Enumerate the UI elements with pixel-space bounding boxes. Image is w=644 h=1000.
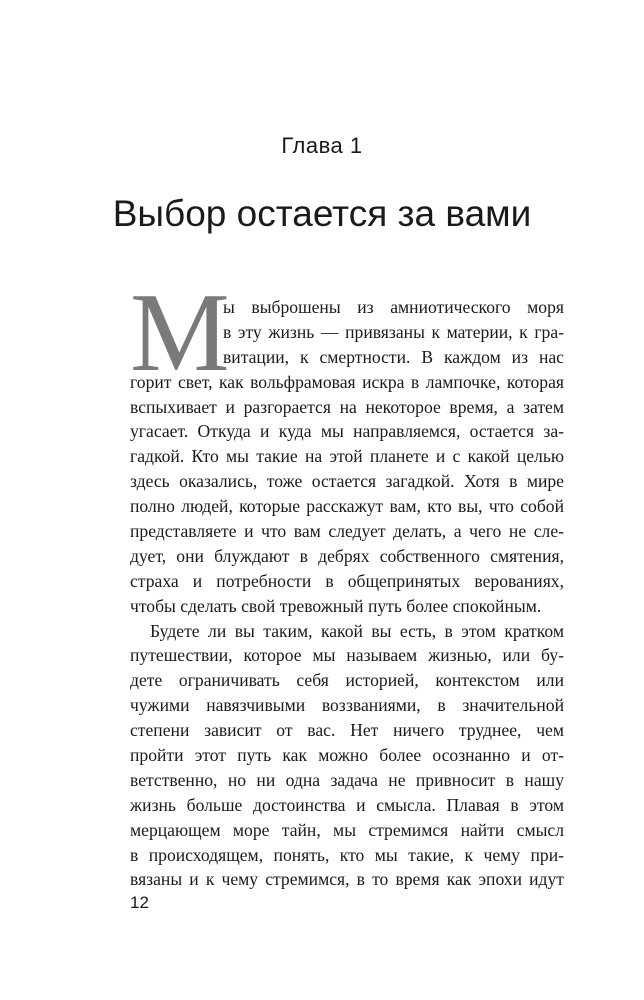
- paragraph-2: [130, 619, 564, 893]
- text-line: в эту жизнь — привязаны к материи, к гра-: [223, 321, 564, 342]
- chapter-label: Глава 1: [281, 133, 363, 158]
- text-line: в происходящем, понять, кто мы такие, к чему при-: [130, 844, 564, 865]
- chapter-title: Выбор остается за вами: [112, 193, 532, 234]
- drop-cap: М: [130, 271, 230, 395]
- page-number: 12: [130, 893, 149, 912]
- text-line: пройти этот путь как можно более осознанно и от-: [130, 745, 564, 766]
- text-line: чтобы сделать свой тревожный путь более спокойным.: [130, 595, 542, 616]
- text-line: страха и потребности в общепринятых верованиях,: [130, 570, 564, 591]
- text-line: представляете и что вам следует делать, а чего не сле-: [130, 521, 564, 542]
- body-text: [130, 271, 564, 892]
- text-line: жизнь больше достоинства и смысла. Плавая в этом: [130, 794, 564, 815]
- text-line: ы выброшены из амниотического моря: [223, 297, 564, 317]
- text-line: ветственно, но ни одна задача не привносит в нашу: [130, 769, 564, 790]
- text-line: горит свет, как вольфрамовая искра в лампочке, которая: [130, 371, 564, 392]
- text-line: мерцающем море тайн, мы стремимся найти смысл: [130, 819, 564, 840]
- text-line: полно людей, которые расскажут вам, кто вы, что собой: [130, 496, 564, 517]
- text-line: витации, к смертности. В каждом из нас: [223, 346, 564, 367]
- text-line: дует, они блуждают в дебрях собственного смятения,: [130, 545, 564, 566]
- text-line: гадкой. Кто мы такие на этой планете и с какой целью: [130, 446, 564, 467]
- text-line: чужими навязчивыми воззваниями, в значительной: [130, 695, 564, 716]
- text-line: угасает. Откуда и куда мы направляемся, остается за-: [130, 421, 564, 442]
- text-line: Будете ли вы таким, какой вы есть, в этом кратком: [150, 620, 564, 641]
- text-line: дете ограничивать себя историей, контекстом или: [130, 670, 564, 691]
- text-line: вспыхивает и разгорается на некоторое время, а затем: [130, 396, 564, 417]
- text-line: здесь оказались, тоже остается загадкой. Хотя в мире: [130, 471, 564, 492]
- text-line: путешествии, которое мы называем жизнью, или бу-: [130, 645, 564, 666]
- text-line: степени зависит от вас. Нет ничего труднее, чем: [130, 720, 564, 741]
- text-line: вязаны и к чему стремимся, в то время как эпохи идут: [130, 869, 564, 890]
